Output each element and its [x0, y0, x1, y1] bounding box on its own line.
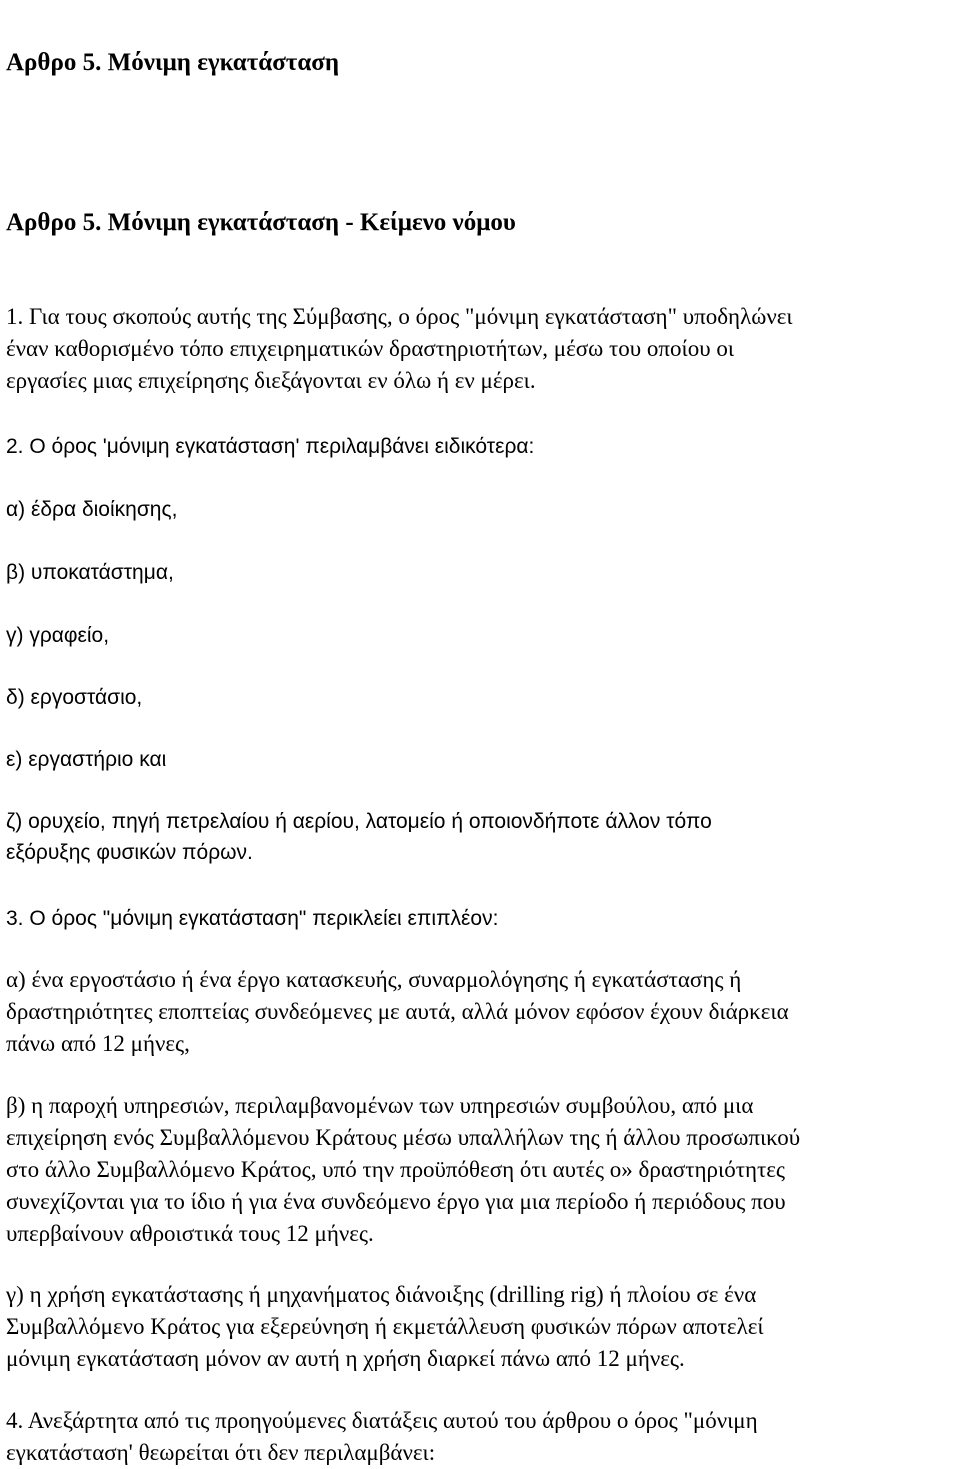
paragraph-line: στο άλλο Συμβαλλόμενο Κράτος, υπό την προϋπόθεση ότι αυτές ο» δραστηριότητες — [6, 1157, 786, 1182]
paragraph-3-item-b — [6, 1090, 800, 1250]
paragraph-3-item-a — [6, 964, 789, 1060]
paragraph-1 — [6, 301, 793, 397]
paragraph-line: 1. Για τους σκοπούς αυτής της Σύμβασης, ο όρος "μόνιμη εγκατάσταση" υποδηλώνει — [6, 304, 793, 329]
list-item-d: δ) εργοστάσιο, — [6, 686, 143, 709]
page-title: Αρθρο 5. Μόνιμη εγκατάσταση — [6, 49, 340, 76]
paragraph-line: εγκατάσταση' θεωρείται ότι δεν περιλαμβάνει: — [6, 1440, 436, 1465]
paragraph-line: υπερβαίνουν αθροιστικά τους 12 μήνες. — [6, 1221, 374, 1246]
paragraph-line: έναν καθορισμένο τόπο επιχειρηματικών δραστηριοτήτων, μέσω του οποίου οι — [6, 336, 735, 361]
list-item-c: γ) γραφείο, — [6, 624, 110, 647]
paragraph-line: Συμβαλλόμενο Κράτος για εξερεύνηση ή εκμετάλλευση φυσικών πόρων αποτελεί — [6, 1314, 764, 1339]
paragraph-line: 4. Ανεξάρτητα από τις προηγούμενες διατάξεις αυτού του άρθρου ο όρος "μόνιμη — [6, 1408, 758, 1433]
paragraph-line: μόνιμη εγκατάσταση μόνον αν αυτή η χρήση διαρκεί πάνω από 12 μήνες. — [6, 1346, 685, 1371]
paragraph-3: 3. Ο όρος "μόνιμη εγκατάσταση" περικλείει επιπλέον: — [6, 907, 499, 930]
list-item-z — [6, 806, 712, 868]
paragraph-line: επιχείρηση ενός Συμβαλλόμενου Κράτους μέσω υπαλλήλων της ή άλλου προσωπικού — [6, 1125, 801, 1150]
paragraph-line: ζ) ορυχείο, πηγή πετρελαίου ή αερίου, λατομείο ή οποιονδήποτε άλλον τόπο — [6, 810, 712, 833]
paragraph-line: πάνω από 12 μήνες, — [6, 1031, 190, 1056]
list-item-b: β) υποκατάστημα, — [6, 561, 174, 584]
paragraph-line: γ) η χρήση εγκατάστασης ή μηχανήματος διάνοιξης (drilling rig) ή πλοίου σε ένα — [6, 1282, 757, 1307]
list-item-e: ε) εργαστήριο και — [6, 748, 167, 771]
list-item-a: α) έδρα διοίκησης, — [6, 498, 178, 521]
paragraph-2: 2. Ο όρος 'μόνιμη εγκατάσταση' περιλαμβάνει ειδικότερα: — [6, 435, 535, 458]
paragraph-line: α) ένα εργοστάσιο ή ένα έργο κατασκευής, συναρμολόγησης ή εγκατάστασης ή — [6, 967, 742, 992]
paragraph-line: εξόρυξης φυσικών πόρων. — [6, 841, 253, 864]
paragraph-line: εργασίες μιας επιχείρησης διεξάγονται εν όλω ή εν μέρει. — [6, 368, 536, 393]
paragraph-line: β) η παροχή υπηρεσιών, περιλαμβανομένων των υπηρεσιών συμβούλου, από μια — [6, 1093, 754, 1118]
paragraph-line: δραστηριότητες εποπτείας συνδεόμενες με αυτά, αλλά μόνον εφόσον έχουν διάρκεια — [6, 999, 789, 1024]
paragraph-line: συνεχίζονται για το ίδιο ή για ένα συνδεόμενο έργο για μια περίοδο ή περιόδους που — [6, 1189, 786, 1214]
section-heading: Αρθρο 5. Μόνιμη εγκατάσταση - Κείμενο νόμου — [6, 209, 516, 236]
paragraph-4 — [6, 1405, 758, 1469]
paragraph-3-item-c — [6, 1279, 764, 1375]
